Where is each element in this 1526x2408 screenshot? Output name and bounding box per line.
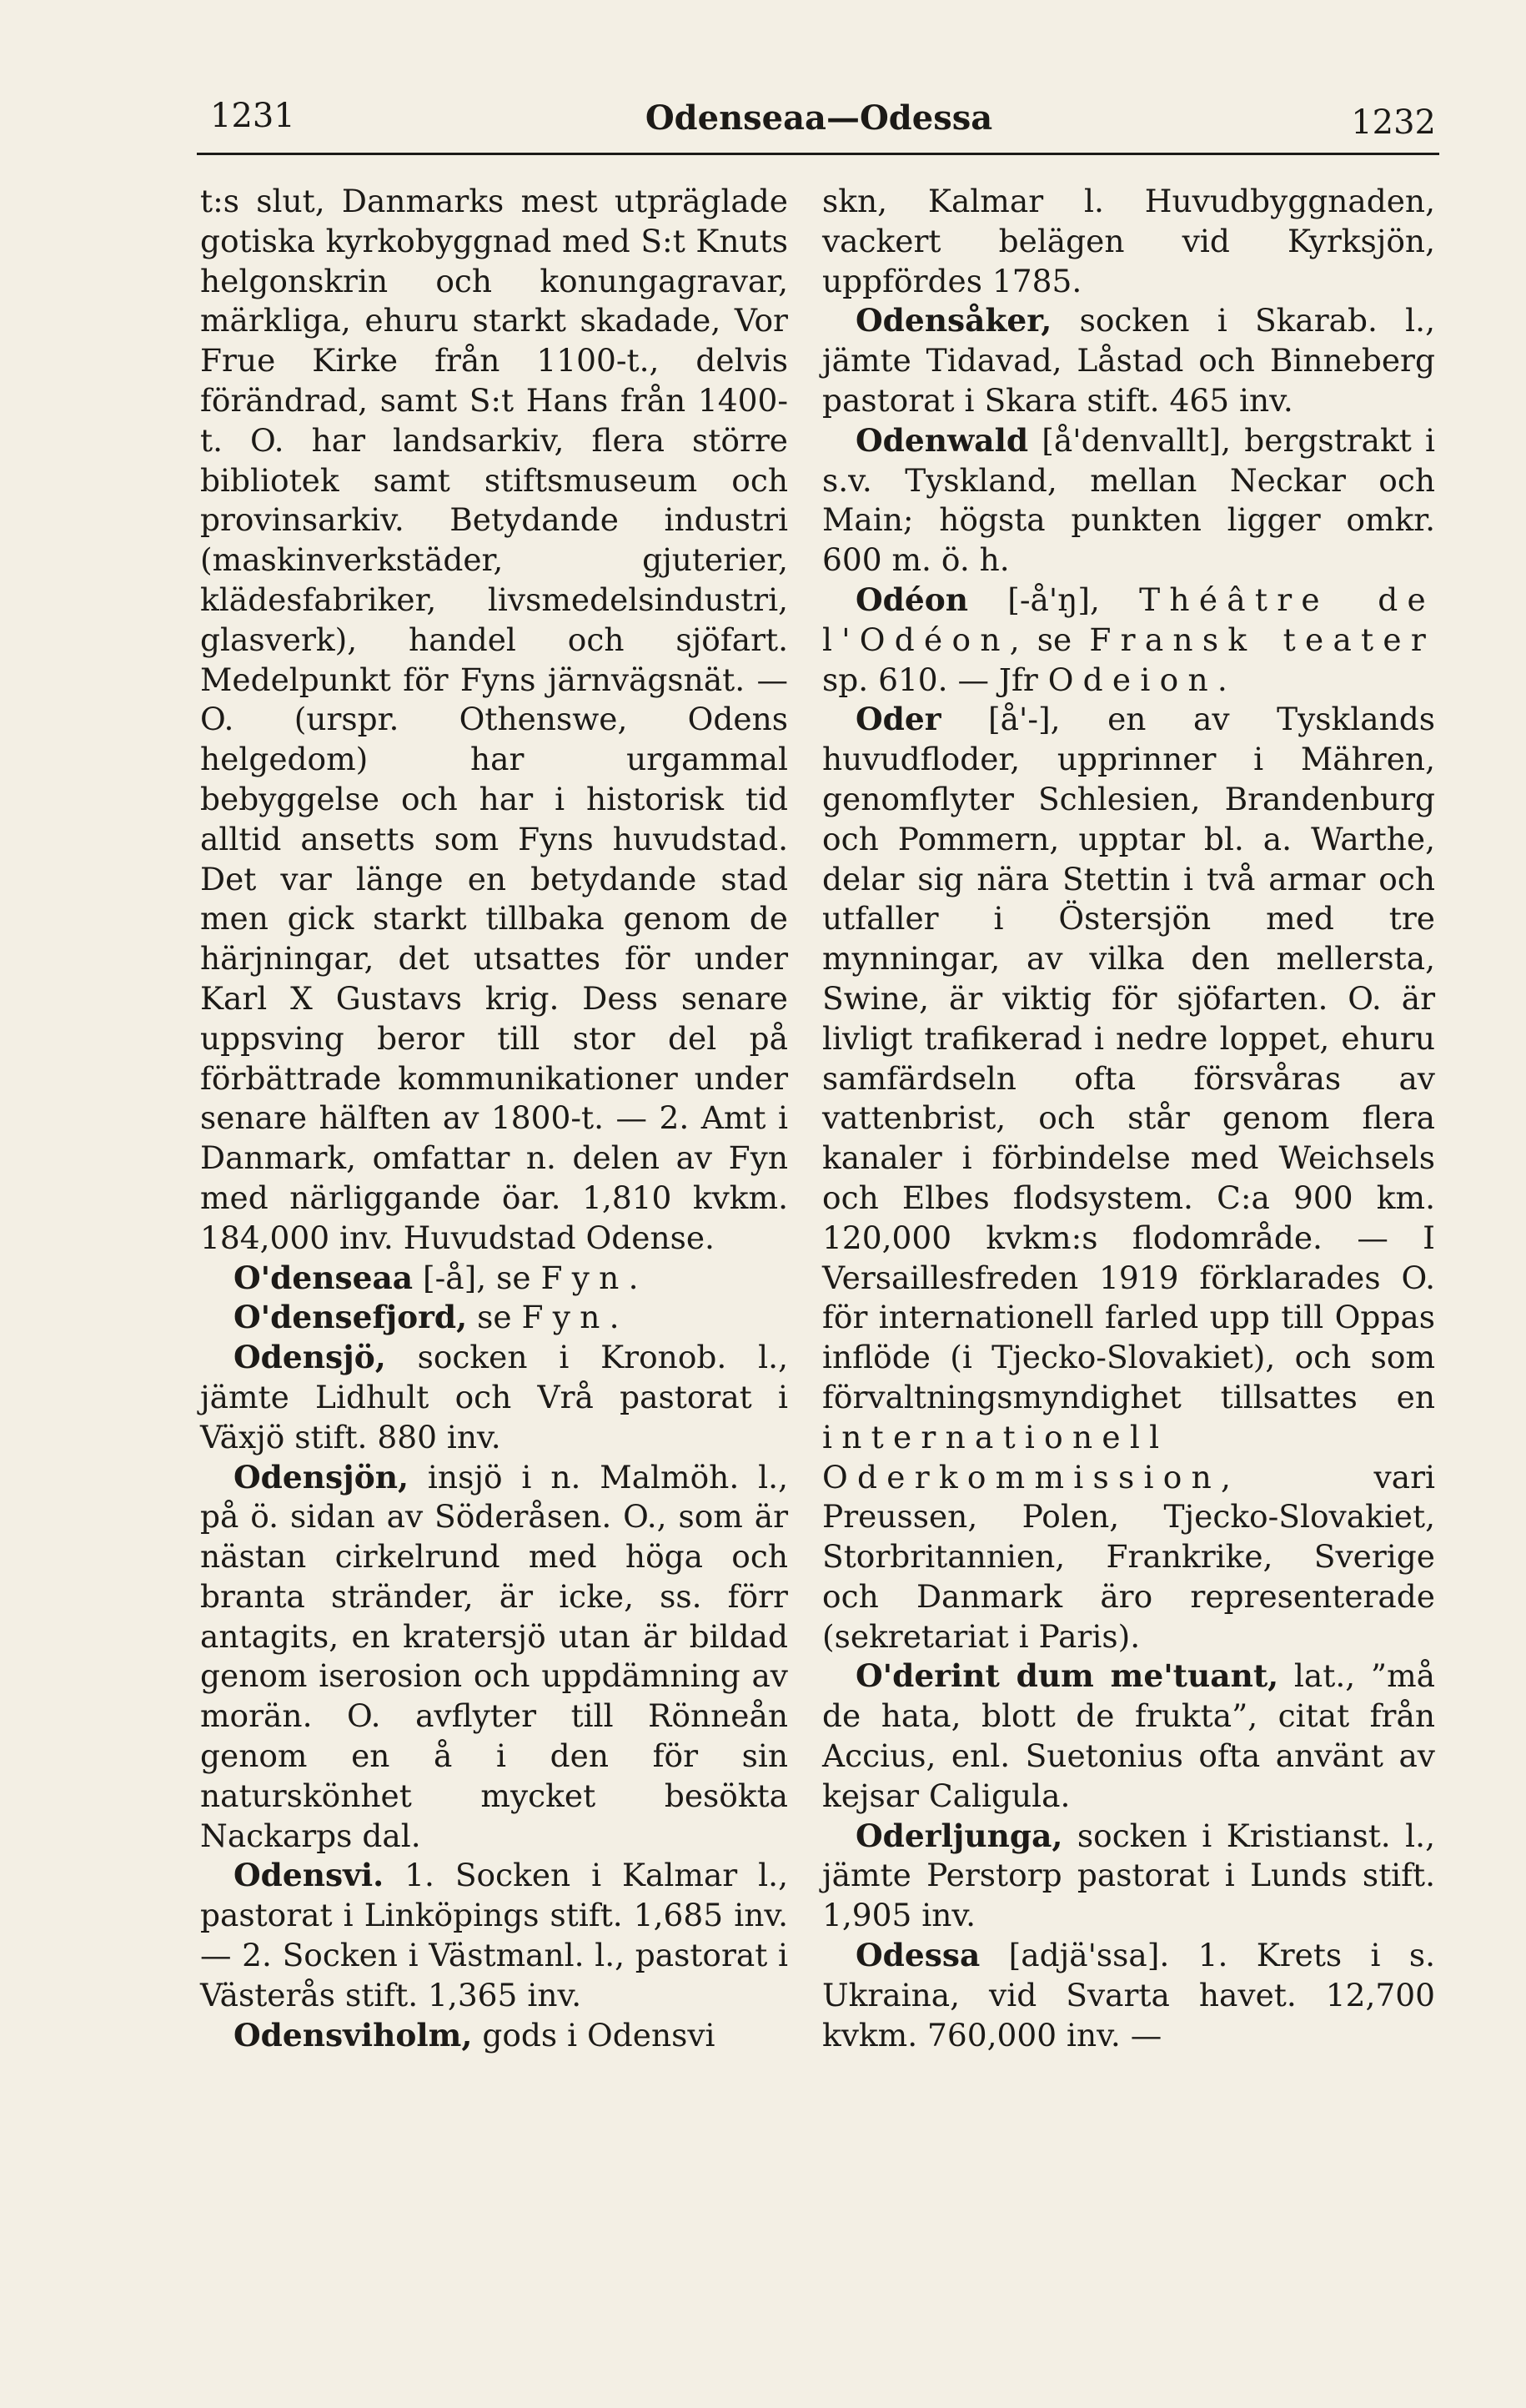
entry-headword: Odessa bbox=[856, 1937, 981, 1974]
entry-text: . bbox=[1217, 661, 1227, 698]
entry-headword: O'densefjord, bbox=[233, 1299, 468, 1336]
entry-headword: Odensjön, bbox=[233, 1458, 409, 1496]
entry-text: sp. 610. — Jfr bbox=[822, 661, 1048, 698]
spaced-reference: Fyn bbox=[540, 1259, 629, 1296]
dictionary-entry bbox=[822, 700, 1435, 1656]
entry-headword: Odéon bbox=[856, 581, 969, 618]
spaced-reference: Fyn bbox=[521, 1299, 610, 1336]
left-column bbox=[200, 182, 788, 2055]
entry-text: socken i Skarab. l., jämte Tidavad, Låstad och Binneberg pastorat i Skara stift. 465 inv. bbox=[822, 302, 1435, 419]
right-column bbox=[822, 182, 1435, 2055]
dictionary-entry bbox=[822, 581, 1435, 700]
page-header bbox=[197, 93, 1441, 143]
entry-text: lat., ”må de hata, blott de frukta”, citat från Accius, enl. Suetonius ofta använt av kejsar Caligula. bbox=[822, 1657, 1435, 1814]
entry-text: , se bbox=[1009, 621, 1090, 658]
entry-headword: O'denseaa bbox=[233, 1259, 414, 1296]
spaced-reference: Théâtre de l'Odéon bbox=[822, 581, 1435, 658]
entry-text: socken i Kristianst. l., jämte Perstorp pastorat i Lunds stift. 1,905 inv. bbox=[822, 1817, 1435, 1934]
entry-text: 1. Socken i Kalmar l., pastorat i Linköpings stift. 1,685 inv. — 2. Socken i Västmanl. l., pastorat i Västerås stift. 1,365 inv. bbox=[200, 1857, 788, 2013]
page-number-right: 1232 bbox=[1351, 103, 1436, 142]
page-number-left: 1231 bbox=[210, 97, 295, 135]
entry-headword: Odensjö, bbox=[233, 1339, 386, 1376]
dictionary-entry bbox=[200, 1458, 788, 1857]
entry-text: t:s slut, Danmarks mest utpräglade gotiska kyrkobyggnad med S:t Knuts helgonskrin och konungagravar, märkliga, ehuru starkt skadade, Vor Frue Kirke från 1100-t., delvis förändrad, samt S:t Hans från 1400-t. O. har landsarkiv, flera större bibliotek samt stiftsmuseum och provinsarkiv. Betydande industri (maskinverkstäder, gjuterier, klädesfabriker, livsmedelsindustri, glasverk), handel och sjöfart. Medelpunkt för Fyns järnvägsnät. — O. (urspr. Othenswe, Odens helgedom) har urgammal bebyggelse och har i historisk tid alltid ansetts som Fyns huvudstad. Det var länge en betydande stad men gick starkt tillbaka genom de härjningar, det utsattes för under Karl X Gustavs krig. Dess senare uppsving beror till stor del på förbättrade kommunikationer under senare hälften av 1800-t. — 2. Amt i Danmark, omfattar n. delen av Fyn med närliggande öar. 1,810 kvkm. 184,000 inv. Huvudstad Odense. bbox=[200, 183, 788, 1256]
dictionary-entry bbox=[200, 1298, 788, 1338]
dictionary-entry bbox=[200, 2016, 788, 2056]
spaced-reference: internationell Oderkommission bbox=[822, 1418, 1221, 1496]
entry-continuation bbox=[822, 182, 1435, 301]
entry-text: gods i Odensvi bbox=[472, 2016, 715, 2054]
dictionary-entry bbox=[200, 1856, 788, 2015]
spaced-reference: Odeion bbox=[1047, 661, 1217, 698]
entry-text: se bbox=[467, 1299, 522, 1336]
entry-text: [adjä'ssa]. 1. Krets i s. Ukraina, vid Svarta havet. 12,700 kvkm. 760,000 inv. — bbox=[822, 1937, 1435, 2054]
entry-headword: Odensvi. bbox=[233, 1857, 384, 1894]
entry-text: skn, Kalmar l. Huvudbyggnaden, vackert belägen vid Kyrksjön, uppfördes 1785. bbox=[822, 183, 1435, 299]
entry-text: . bbox=[609, 1299, 620, 1336]
entry-text: , vari Preussen, Polen, Tjecko-Slovakiet, Storbritannien, Frankrike, Sverige och Danmark äro representerade (sekretariat i Paris). bbox=[822, 1458, 1435, 1655]
entry-text: . bbox=[628, 1259, 639, 1296]
entry-text: [-å], se bbox=[413, 1259, 541, 1296]
entry-text: [å'-], en av Tysklands huvudfloder, upprinner i Mähren, genomflyter Schlesien, Brandenburg och Pommern, upptar bl. a. Warthe, delar sig nära Stettin i två armar och utfaller i Östersjön med tre mynningar, av vilka den mellersta, Swine, är viktig för sjöfarten. O. är livligt trafikerad i nedre loppet, ehuru samfärdseln ofta försvåras av vattenbrist, och står genom flera kanaler i förbindelse med Weichsels och Elbes flodsystem. C:a 900 km. 120,000 kvkm:s flodområde. — I Versaillesfreden 1919 förklarades O. för internationell farled upp till Oppas inflöde (i Tjecko-Slovakiet), och som förvaltningsmyndighet tillsattes en bbox=[822, 701, 1435, 1415]
entry-headword: Odenwald bbox=[856, 421, 1029, 459]
entry-text: insjö i n. Malmöh. l., på ö. sidan av Söderåsen. O., som är nästan cirkelrund med höga och branta stränder, är icke, ss. förr antagits, en kratersjö utan är bildad genom iserosion och uppdämning av morän. O. avflyter till Rönneån genom en å i den för sin naturskönhet mycket besökta Nackarps dal. bbox=[200, 1458, 788, 1854]
dictionary-entry bbox=[822, 1656, 1435, 1816]
dictionary-entry bbox=[822, 1936, 1435, 2055]
entry-continuation bbox=[200, 182, 788, 1259]
header-rule bbox=[197, 153, 1439, 155]
entry-headword: O'derint dum me'tuant, bbox=[856, 1657, 1279, 1695]
running-title: Odenseaa—Odessa bbox=[645, 98, 993, 138]
entry-headword: Odensåker, bbox=[856, 302, 1052, 339]
dictionary-entry bbox=[822, 421, 1435, 581]
spaced-reference: Fransk teater bbox=[1089, 621, 1435, 658]
entry-headword: Odensviholm, bbox=[233, 2016, 473, 2054]
entry-headword: Oderljunga, bbox=[856, 1817, 1063, 1854]
dictionary-entry bbox=[200, 1259, 788, 1299]
dictionary-entry bbox=[822, 1817, 1435, 1936]
dictionary-entry bbox=[200, 1338, 788, 1457]
dictionary-entry bbox=[822, 301, 1435, 420]
entry-text: [å'denvallt], bergstrakt i s.v. Tyskland, mellan Neckar och Main; högsta punkten ligger omkr. 600 m. ö. h. bbox=[822, 421, 1435, 579]
entry-headword: Oder bbox=[856, 701, 941, 738]
entry-text: [-å'ŋ], bbox=[968, 581, 1140, 618]
entry-text: socken i Kronob. l., jämte Lidhult och Vrå pastorat i Växjö stift. 880 inv. bbox=[200, 1339, 788, 1455]
